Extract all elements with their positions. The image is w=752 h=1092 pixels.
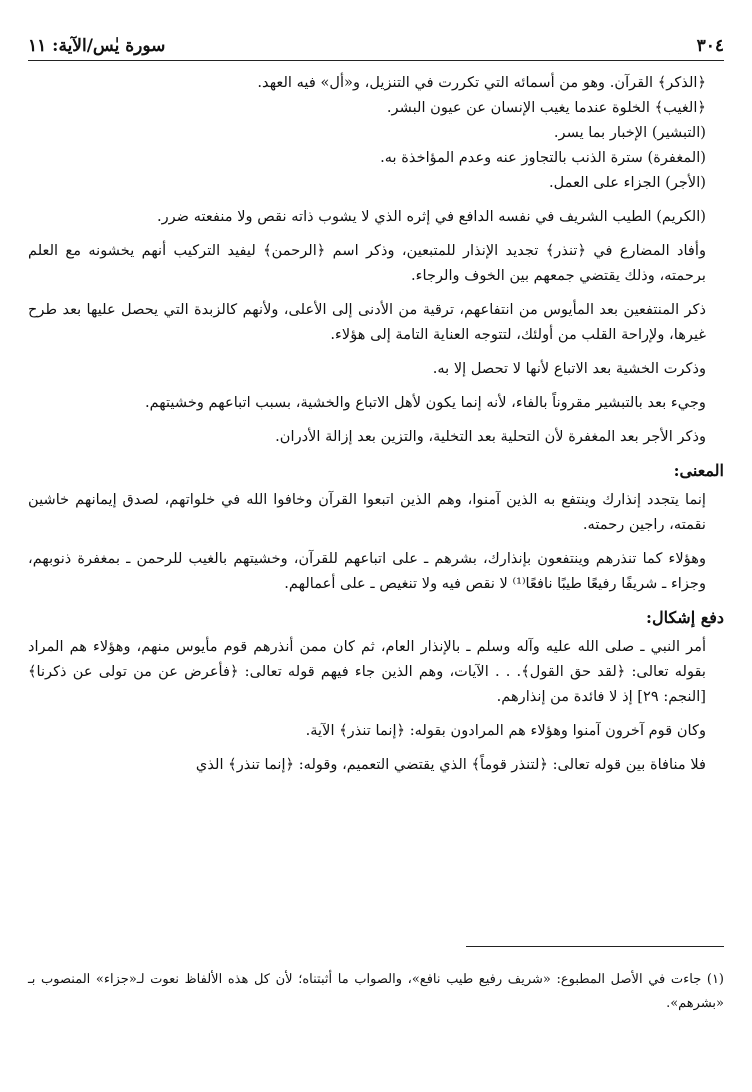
running-title: سورة يٰس/الآية: ١١ (28, 36, 166, 56)
header-divider (28, 60, 724, 61)
problem-paragraph: فلا منافاة بين قوله تعالى: ﴿لتنذر قوماً﴾ الذي يقتضي التعميم، وقوله: ﴿إنما تنذر﴾ الذي (195, 756, 706, 773)
paragraph-khashya: وذكرت الخشية بعد الاتباع لأنها لا تحصل إلا به. (432, 360, 706, 377)
gloss-ajr: (الأجر) الجزاء على العمل. (548, 174, 706, 191)
paragraph-muntafiin: ذكر المنتفعين بعد المأيوس من انتفاعهم، ترقية من الأدنى إلى الأعلى، ولأنهم كالزبدة التي يحصل عليها بعد طرح غيرها، ولإراحة القلب من أولئك، لتتوجه العناية التامة إلى هؤلاء. (28, 301, 706, 343)
page-header (28, 26, 724, 56)
gloss-maghfira: (المغفرة) سترة الذنب بالتجاوز عنه وعدم المؤاخذة به. (380, 149, 706, 166)
meaning-paragraph: وهؤلاء كما تنذرهم وينتفعون بإنذارك، بشرهم ـ على اتباعهم للقرآن، وخشيتهم بالغيب للرحمن ـ بمغفرة ذنوبهم، وجزاء ـ شريفًا رفيعًا طيبًا نافعًا⁽¹⁾ لا نقص فيه ولا تنغيص ـ على أعمالهم. (28, 550, 706, 592)
heading-problem: دفع إشكال: (646, 608, 724, 627)
problem-paragraph: أمر النبي ـ صلى الله عليه وآله وسلم ـ بالإنذار العام، ثم كان ممن أنذرهم قوم مأيوس منهم، وهؤلاء هم المراد بقوله تعالى: ﴿لقد حق القول﴾. . . الآيات، وهم الذين جاء فيهم قوله تعالى: ﴿فأعرض عن من تولى عن ذكرنا﴾ [النجم: ٢٩] إذ لا فائدة من إنذارهم. (28, 638, 706, 705)
paragraph-ajr: وذكر الأجر بعد المغفرة لأن التحلية بعد التخلية، والتزين بعد إزالة الأدران. (275, 428, 706, 445)
footnote: (١) جاءت في الأصل المطبوع: «شريف رفيع طيب نافع»، والصواب ما أثبتناه؛ لأن كل هذه الألفاظ نعوت لـ«جزاء» المنصوب بـ «بشرهم». (28, 972, 724, 1011)
page-body (28, 70, 724, 786)
footnote-divider (466, 946, 724, 947)
gloss-dhikr: ﴿الذكر﴾ القرآن. وهو من أسمائه التي تكررت في التنزيل، و«أل» فيه العهد. (257, 74, 706, 91)
problem-paragraph: وكان قوم آخرون آمنوا وهؤلاء هم المرادون بقوله: ﴿إنما تنذر﴾ الآية. (305, 722, 706, 739)
paragraph-tabshir: وجيء بعد بالتبشير مقروناً بالفاء، لأنه إنما يكون لأهل الاتباع والخشية، بسبب اتباعهم وخشيتهم. (144, 394, 706, 411)
paragraph-karim: (الكريم) الطيب الشريف في نفسه الدافع في إثره الذي لا يشوب ذاته نقص ولا منفعته ضرر. (156, 208, 706, 225)
heading-meaning: المعنى: (673, 461, 724, 480)
paragraph-mudari: وأفاد المضارع في ﴿تنذر﴾ تجديد الإنذار للمتبعين، وذكر اسم ﴿الرحمن﴾ ليفيد التركيب أنهم يخشونه مع العلم برحمته، وذلك يقتضي جمعهم بين الخوف والرجاء. (28, 242, 706, 284)
gloss-tabshir: (التبشير) الإخبار بما يسر. (553, 124, 706, 141)
gloss-ghayb: ﴿الغيب﴾ الخلوة عندما يغيب الإنسان عن عيون البشر. (386, 99, 706, 116)
page-number: ٣٠٤ (696, 36, 724, 56)
meaning-paragraph: إنما يتجدد إنذارك وينتفع به الذين آمنوا، وهم الذين اتبعوا القرآن وخافوا الله في خلواتهم، لصدق إيمانهم خاشين نقمته، راجين رحمته. (28, 491, 706, 533)
